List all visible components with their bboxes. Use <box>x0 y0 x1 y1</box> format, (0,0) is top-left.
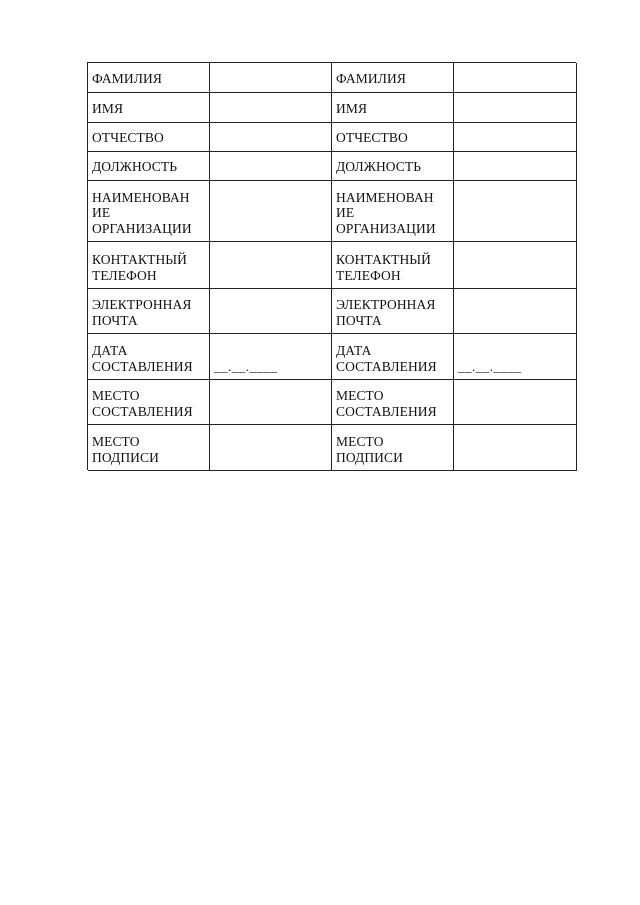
left-field-place-signed[interactable] <box>210 425 332 471</box>
right-label-email: ЭЛЕКТРОННАЯ ПОЧТА <box>332 289 454 334</box>
right-field-phone[interactable] <box>454 242 577 289</box>
right-label-organization: НАИМЕНОВАН ИЕ ОРГАНИЗАЦИИ <box>332 181 454 242</box>
right-field-organization[interactable] <box>454 181 577 242</box>
left-label-place-signed: МЕСТО ПОДПИСИ <box>88 425 210 471</box>
right-label-phone: КОНТАКТНЫЙ ТЕЛЕФОН <box>332 242 454 289</box>
right-date-blank: __.__.____ <box>458 358 522 374</box>
right-label-surname: ФАМИЛИЯ <box>332 63 454 93</box>
right-field-patronymic[interactable] <box>454 123 577 152</box>
right-label-position: ДОЛЖНОСТЬ <box>332 152 454 181</box>
right-field-date[interactable] <box>454 334 577 380</box>
left-label-date: ДАТА СОСТАВЛЕНИЯ <box>88 334 210 380</box>
right-label-place-drafted: МЕСТО СОСТАВЛЕНИЯ <box>332 380 454 425</box>
right-field-first-name[interactable] <box>454 93 577 123</box>
left-field-place-drafted[interactable] <box>210 380 332 425</box>
left-label-organization: НАИМЕНОВАН ИЕ ОРГАНИЗАЦИИ <box>88 181 210 242</box>
left-label-position: ДОЛЖНОСТЬ <box>88 152 210 181</box>
left-field-surname[interactable] <box>210 63 332 93</box>
right-label-date: ДАТА СОСТАВЛЕНИЯ <box>332 334 454 380</box>
right-label-place-signed: МЕСТО ПОДПИСИ <box>332 425 454 471</box>
left-label-email: ЭЛЕКТРОННАЯ ПОЧТА <box>88 289 210 334</box>
right-field-position[interactable] <box>454 152 577 181</box>
contact-form-sheet <box>87 62 576 470</box>
right-field-email[interactable] <box>454 289 577 334</box>
left-date-blank: __.__.____ <box>214 358 278 374</box>
left-label-first-name: ИМЯ <box>88 93 210 123</box>
left-label-phone: КОНТАКТНЫЙ ТЕЛЕФОН <box>88 242 210 289</box>
right-field-surname[interactable] <box>454 63 577 93</box>
left-label-surname: ФАМИЛИЯ <box>88 63 210 93</box>
right-field-place-drafted[interactable] <box>454 380 577 425</box>
contact-form-table <box>87 62 576 470</box>
left-field-first-name[interactable] <box>210 93 332 123</box>
left-field-position[interactable] <box>210 152 332 181</box>
left-field-date[interactable] <box>210 334 332 380</box>
left-label-place-drafted: МЕСТО СОСТАВЛЕНИЯ <box>88 380 210 425</box>
right-label-patronymic: ОТЧЕСТВО <box>332 123 454 152</box>
left-label-patronymic: ОТЧЕСТВО <box>88 123 210 152</box>
right-label-first-name: ИМЯ <box>332 93 454 123</box>
left-field-organization[interactable] <box>210 181 332 242</box>
left-field-patronymic[interactable] <box>210 123 332 152</box>
left-field-phone[interactable] <box>210 242 332 289</box>
left-field-email[interactable] <box>210 289 332 334</box>
right-field-place-signed[interactable] <box>454 425 577 471</box>
